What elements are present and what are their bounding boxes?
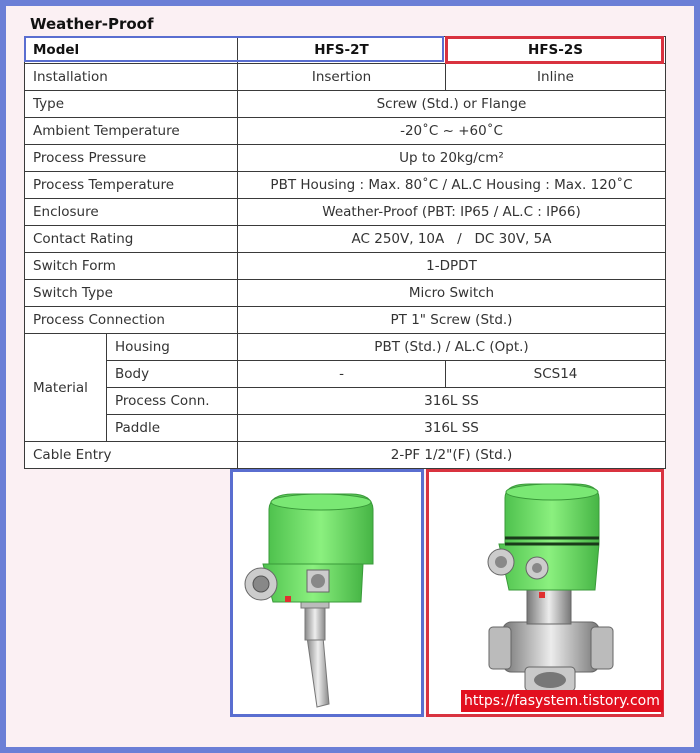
table-row <box>25 361 666 388</box>
hfs-2s-photo <box>426 469 664 717</box>
cell-value: 316L SS <box>238 388 666 415</box>
row-sublabel: Paddle <box>107 415 238 442</box>
material-label: Material <box>25 334 107 442</box>
table-row <box>25 388 666 415</box>
row-label: Contact Rating <box>25 226 238 253</box>
cell-value: Screw (Std.) or Flange <box>238 91 666 118</box>
model-hfs-2s: HFS-2S <box>446 37 666 64</box>
spec-table <box>24 36 666 469</box>
cell-value: PBT Housing : Max. 80˚C / AL.C Housing : Max. 120˚C <box>238 172 666 199</box>
table-row <box>25 172 666 199</box>
table-row <box>25 145 666 172</box>
row-label: Ambient Temperature <box>25 118 238 145</box>
table-row <box>25 64 666 91</box>
cell-value: - <box>238 361 446 388</box>
row-sublabel: Body <box>107 361 238 388</box>
row-label: Switch Form <box>25 253 238 280</box>
row-label: Enclosure <box>25 199 238 226</box>
cell-value: PBT (Std.) / AL.C (Opt.) <box>238 334 666 361</box>
cell-value: PT 1" Screw (Std.) <box>238 307 666 334</box>
spec-sheet <box>6 6 694 747</box>
row-sublabel: Process Conn. <box>107 388 238 415</box>
model-label: Model <box>25 37 238 64</box>
table-row <box>25 253 666 280</box>
cell-value: Inline <box>446 64 666 91</box>
row-label: Installation <box>25 64 238 91</box>
cell-value: -20˚C ~ +60˚C <box>238 118 666 145</box>
row-label: Cable Entry <box>25 442 238 469</box>
row-label: Process Temperature <box>25 172 238 199</box>
cell-value: 316L SS <box>238 415 666 442</box>
row-label: Type <box>25 91 238 118</box>
hfs-2t-photo <box>230 469 424 717</box>
hfs-2t-illustration <box>233 472 421 714</box>
table-row <box>25 415 666 442</box>
cell-value: Up to 20kg/cm² <box>238 145 666 172</box>
row-label: Process Pressure <box>25 145 238 172</box>
cell-value: AC 250V, 10A / DC 30V, 5A <box>238 226 666 253</box>
row-label: Switch Type <box>25 280 238 307</box>
table-row <box>25 307 666 334</box>
table-row <box>25 118 666 145</box>
cell-value: Weather-Proof (PBT: IP65 / AL.C : IP66) <box>238 199 666 226</box>
table-header-row <box>25 37 666 64</box>
cell-value: Insertion <box>238 64 446 91</box>
table-row <box>25 442 666 469</box>
cell-value: 1-DPDT <box>238 253 666 280</box>
table-row <box>25 280 666 307</box>
source-watermark: https://fasystem.tistory.com <box>461 690 663 712</box>
model-hfs-2t: HFS-2T <box>238 37 446 64</box>
cell-value: 2-PF 1/2"(F) (Std.) <box>238 442 666 469</box>
table-row <box>25 226 666 253</box>
cell-value: SCS14 <box>446 361 666 388</box>
hfs-2s-illustration <box>429 472 661 714</box>
table-row <box>25 91 666 118</box>
table-row <box>25 199 666 226</box>
page-title: Weather-Proof <box>30 15 154 33</box>
cell-value: Micro Switch <box>238 280 666 307</box>
table-row <box>25 334 666 361</box>
row-sublabel: Housing <box>107 334 238 361</box>
row-label: Process Connection <box>25 307 238 334</box>
